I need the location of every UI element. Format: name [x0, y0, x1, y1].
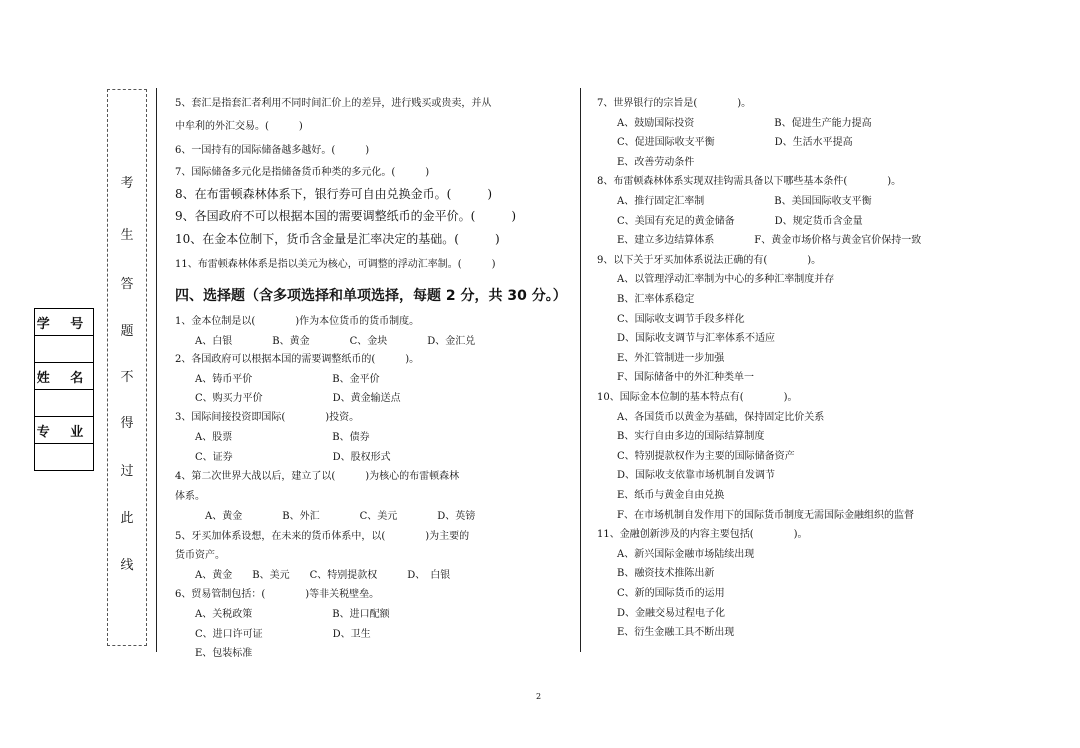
- center-column-rule: [580, 88, 581, 652]
- question-line: 7、国际储备多元化是指储备货币种类的多元化。( ): [175, 167, 430, 178]
- question-line: 5、套汇是指套汇者利用不同时间汇价上的差异，进行贱买或贵卖，并从: [175, 98, 492, 109]
- question-line: D、国际收支依靠市场机制自发调节: [597, 470, 776, 482]
- student-id-label: 学 号: [35, 309, 94, 336]
- question-line: 10、国际金本位制的基本特点有( )。: [597, 392, 798, 403]
- major-field[interactable]: [35, 444, 94, 471]
- question-line: F、在市场机制自发作用下的国际货币制度无需国际金融组织的监督: [597, 509, 914, 521]
- question-line: 中牟利的外汇交易。( ): [175, 121, 303, 132]
- question-line: C、进口许可证 D、卫生: [175, 629, 371, 640]
- seal-char: 生: [120, 228, 134, 243]
- question-line: 11、金融创新涉及的内容主要包括( )。: [597, 529, 808, 541]
- question-line: E、包装标准: [175, 648, 253, 659]
- question-line: B、融资技术推陈出新: [597, 568, 715, 580]
- question-line: 体系。: [175, 491, 205, 502]
- question-line: 2、各国政府可以根据本国的需要调整纸币的( )。: [175, 354, 420, 365]
- question-line: A、以管理浮动汇率制为中心的多种汇率制度并存: [597, 274, 835, 286]
- question-line: E、纸币与黄金自由兑换: [597, 490, 725, 501]
- seal-char: 得: [120, 416, 134, 431]
- question-line: A、股票 B、债券: [175, 432, 370, 443]
- question-line: 9、以下关于牙买加体系说法正确的有( )。: [597, 254, 822, 266]
- seal-line-box: [107, 89, 147, 646]
- question-line: C、新的国际货币的运用: [597, 588, 725, 599]
- seal-char: 不: [120, 370, 134, 385]
- question-line: A、铸币平价 B、金平价: [175, 374, 380, 385]
- question-line: A、黄金 B、外汇 C、美元 D、英镑: [175, 511, 476, 522]
- question-line: C、促进国际收支平衡 D、生活水平提高: [597, 137, 853, 149]
- name-field[interactable]: [35, 390, 94, 417]
- question-line: A、新兴国际金融市场陆续出现: [597, 548, 755, 560]
- seal-char: 考: [120, 176, 134, 191]
- question-line: E、改善劳动条件: [597, 156, 695, 168]
- question-line: 9、各国政府不可以根据本国的需要调整纸币的金平价。( ): [175, 209, 517, 223]
- question-line: A、白银 B、黄金 C、金块 D、金汇兑: [175, 336, 476, 347]
- seal-char: 此: [120, 511, 134, 526]
- major-label: 专 业: [35, 417, 94, 444]
- name-label: 姓 名: [35, 363, 94, 390]
- question-line: 货币资产。: [175, 550, 225, 561]
- question-line: A、黄金 B、美元 C、特别提款权 D、 白银: [175, 570, 451, 581]
- left-column-rule: [156, 88, 157, 652]
- question-line: A、推行固定汇率制 B、美国国际收支平衡: [597, 196, 872, 207]
- question-line: 8、在布雷顿森林体系下，银行券可自由兑换金币。( ): [175, 187, 493, 201]
- question-line: C、国际收支调节手段多样化: [597, 313, 745, 325]
- question-line: 7、世界银行的宗旨是( )。: [597, 98, 752, 109]
- seal-char: 答: [120, 277, 134, 292]
- question-line: 3、国际间接投资即国际( )投资。: [175, 412, 360, 423]
- page-number: 2: [536, 692, 542, 701]
- seal-char: 线: [120, 558, 134, 573]
- section-heading: 四、选择题（含多项选择和单项选择，每题 2 分，共 30 分。）: [175, 288, 567, 304]
- question-line: E、衍生金融工具不断出现: [597, 627, 735, 639]
- question-line: C、美国有充足的黄金储备 D、规定货币含金量: [597, 215, 863, 227]
- question-line: C、购买力平价 D、黄金输送点: [175, 393, 401, 404]
- question-line: A、各国货币以黄金为基础，保持固定比价关系: [597, 411, 825, 423]
- student-id-field[interactable]: [35, 336, 94, 363]
- student-info-table: [34, 308, 94, 471]
- question-line: 4、第二次世界大战以后，建立了以( )为核心的布雷顿森林: [175, 471, 460, 482]
- question-line: 8、布雷顿森林体系实现双挂钩需具备以下哪些基本条件( )。: [597, 176, 902, 188]
- seal-char: 过: [120, 464, 134, 479]
- seal-char: 题: [120, 324, 134, 339]
- question-line: A、鼓励国际投资 B、促进生产能力提高: [597, 117, 872, 129]
- question-line: A、关税政策 B、进口配额: [175, 609, 390, 620]
- question-line: B、实行自由多边的国际结算制度: [597, 431, 765, 443]
- question-line: 11、布雷顿森林体系是指以美元为核心，可调整的浮动汇率制。( ): [175, 259, 496, 270]
- question-line: 10、在金本位制下，货币含金量是汇率决定的基础。( ): [175, 232, 500, 246]
- question-line: C、特别提款权作为主要的国际储备资产: [597, 450, 795, 462]
- question-line: F、国际储备中的外汇种类单一: [597, 372, 754, 384]
- question-line: E、外汇管制进一步加强: [597, 352, 725, 364]
- question-line: 5、牙买加体系设想，在未来的货币体系中，以( )为主要的: [175, 531, 470, 542]
- question-line: C、证券 D、股权形式: [175, 452, 391, 463]
- question-line: E、建立多边结算体系 F、黄金市场价格与黄金官价保持一致: [597, 235, 922, 247]
- question-line: 6、一国持有的国际储备越多越好。( ): [175, 145, 370, 156]
- question-line: 1、金本位制是以( )作为本位货币的货币制度。: [175, 316, 420, 327]
- question-line: B、汇率体系稳定: [597, 294, 695, 305]
- question-line: D、金融交易过程电子化: [597, 607, 726, 619]
- question-line: 6、贸易管制包括：( )等非关税壁垒。: [175, 589, 380, 600]
- question-line: D、国际收支调节与汇率体系不适应: [597, 333, 776, 345]
